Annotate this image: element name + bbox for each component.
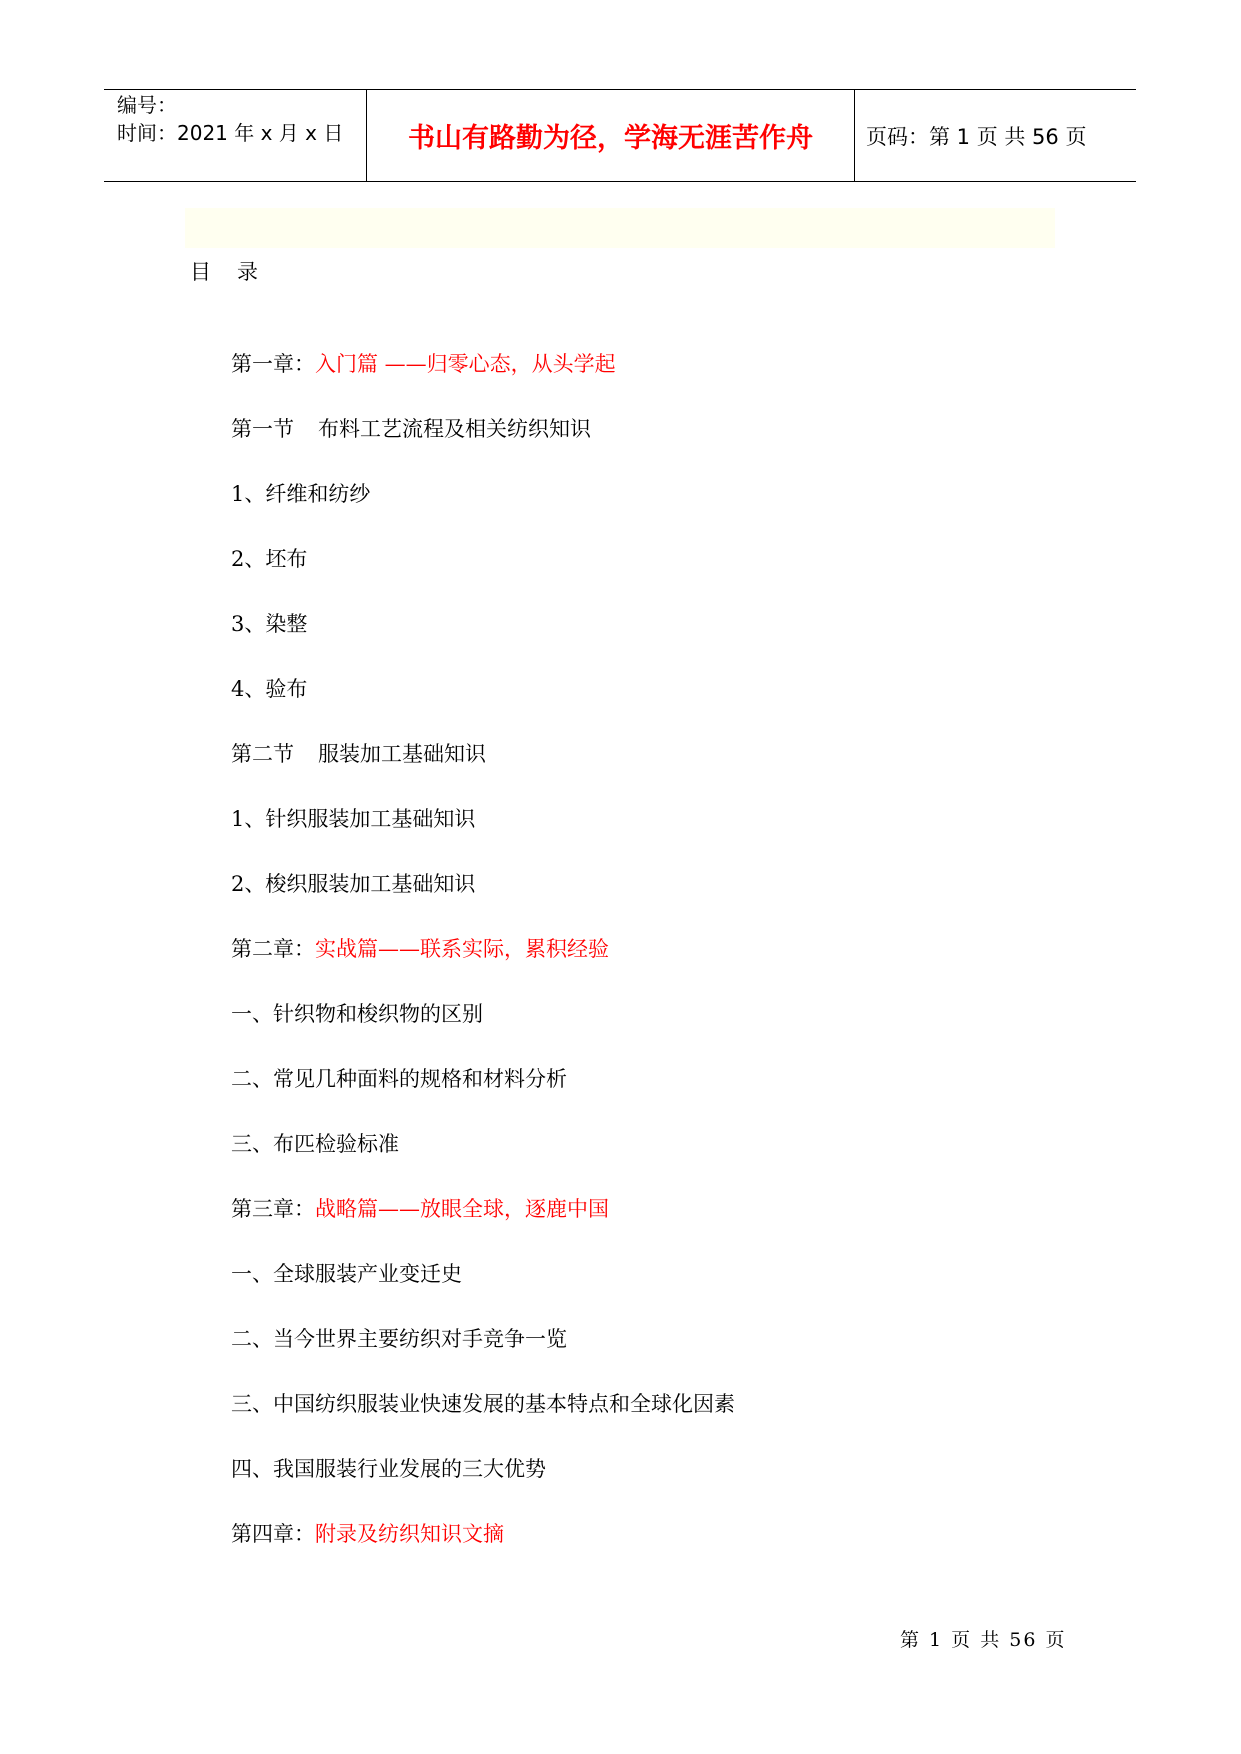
header-divider-right — [854, 90, 855, 181]
toc-entry-text: 1、纤维和纺纱 — [231, 482, 371, 506]
toc-title: 目录 — [190, 260, 284, 284]
toc-entry — [231, 1390, 735, 1455]
toc-entry-text: 一、全球服装产业变迁史 — [231, 1262, 462, 1286]
toc-entry — [231, 480, 735, 545]
toc-entry — [231, 1130, 735, 1195]
toc-entry — [231, 935, 735, 1000]
toc-entry-text: 一、针织物和梭织物的区别 — [231, 1002, 483, 1026]
toc-entry — [231, 610, 735, 675]
toc-chapter-title: 附录及纺织知识文摘 — [315, 1522, 504, 1546]
toc-entry-text: 二、常见几种面料的规格和材料分析 — [231, 1067, 567, 1091]
toc-entry — [231, 675, 735, 740]
header-motto: 书山有路勤为径，学海无涯苦作舟 — [408, 123, 813, 154]
toc-entry-text: 4、验布 — [231, 677, 308, 701]
toc-chapter-title: 实战篇——联系实际，累积经验 — [315, 937, 609, 961]
toc-entry-text: 第二章： — [231, 937, 315, 961]
toc-entry-text: 第一章： — [231, 352, 315, 376]
page-footer: 第 1 页 共 56 页 — [900, 1629, 1067, 1651]
toc-entry — [231, 415, 735, 480]
toc-section-title: 服装加工基础知识 — [318, 742, 486, 766]
toc-entry-text: 1、针织服装加工基础知识 — [231, 807, 476, 831]
toc-entry — [231, 545, 735, 610]
toc-chapter-title: 战略篇——放眼全球，逐鹿中国 — [315, 1197, 609, 1221]
toc-entry — [231, 1065, 735, 1130]
toc-entry-text: 2、坯布 — [231, 547, 308, 571]
toc-entry — [231, 805, 735, 870]
toc-entry-text: 3、染整 — [231, 612, 308, 636]
toc-entry — [231, 1520, 735, 1585]
toc-entry — [231, 350, 735, 415]
toc-section-title: 布料工艺流程及相关纺织知识 — [318, 417, 591, 441]
highlight-band — [185, 208, 1055, 248]
toc-entry — [231, 870, 735, 935]
toc-chapter-title: 入门篇 ——归零心态，从头学起 — [315, 352, 616, 376]
toc-entry — [231, 740, 735, 805]
toc-entry-text: 第三章： — [231, 1197, 315, 1221]
time-label: 时间：2021 年 x 月 x 日 — [117, 121, 344, 145]
toc-entry-text: 四、我国服装行业发展的三大优势 — [231, 1457, 546, 1481]
header-meta — [117, 90, 367, 181]
toc-entry — [231, 1195, 735, 1260]
serial-label: 编号： — [117, 93, 177, 117]
toc-entry-text: 第一节 — [231, 417, 294, 441]
toc-entry-text: 三、中国纺织服装业快速发展的基本特点和全球化因素 — [231, 1392, 735, 1416]
toc-entry — [231, 1000, 735, 1065]
toc-list — [231, 350, 735, 1585]
page-header — [104, 89, 1136, 182]
toc-entry-text: 二、当今世界主要纺织对手竞争一览 — [231, 1327, 567, 1351]
toc-entry — [231, 1455, 735, 1520]
toc-entry-text: 2、梭织服装加工基础知识 — [231, 872, 476, 896]
toc-entry-text: 第二节 — [231, 742, 294, 766]
toc-entry-text: 三、布匹检验标准 — [231, 1132, 399, 1156]
toc-entry — [231, 1260, 735, 1325]
toc-entry-text: 第四章： — [231, 1522, 315, 1546]
header-page-label: 页码：第 1 页 共 56 页 — [866, 124, 1087, 149]
toc-entry — [231, 1325, 735, 1390]
